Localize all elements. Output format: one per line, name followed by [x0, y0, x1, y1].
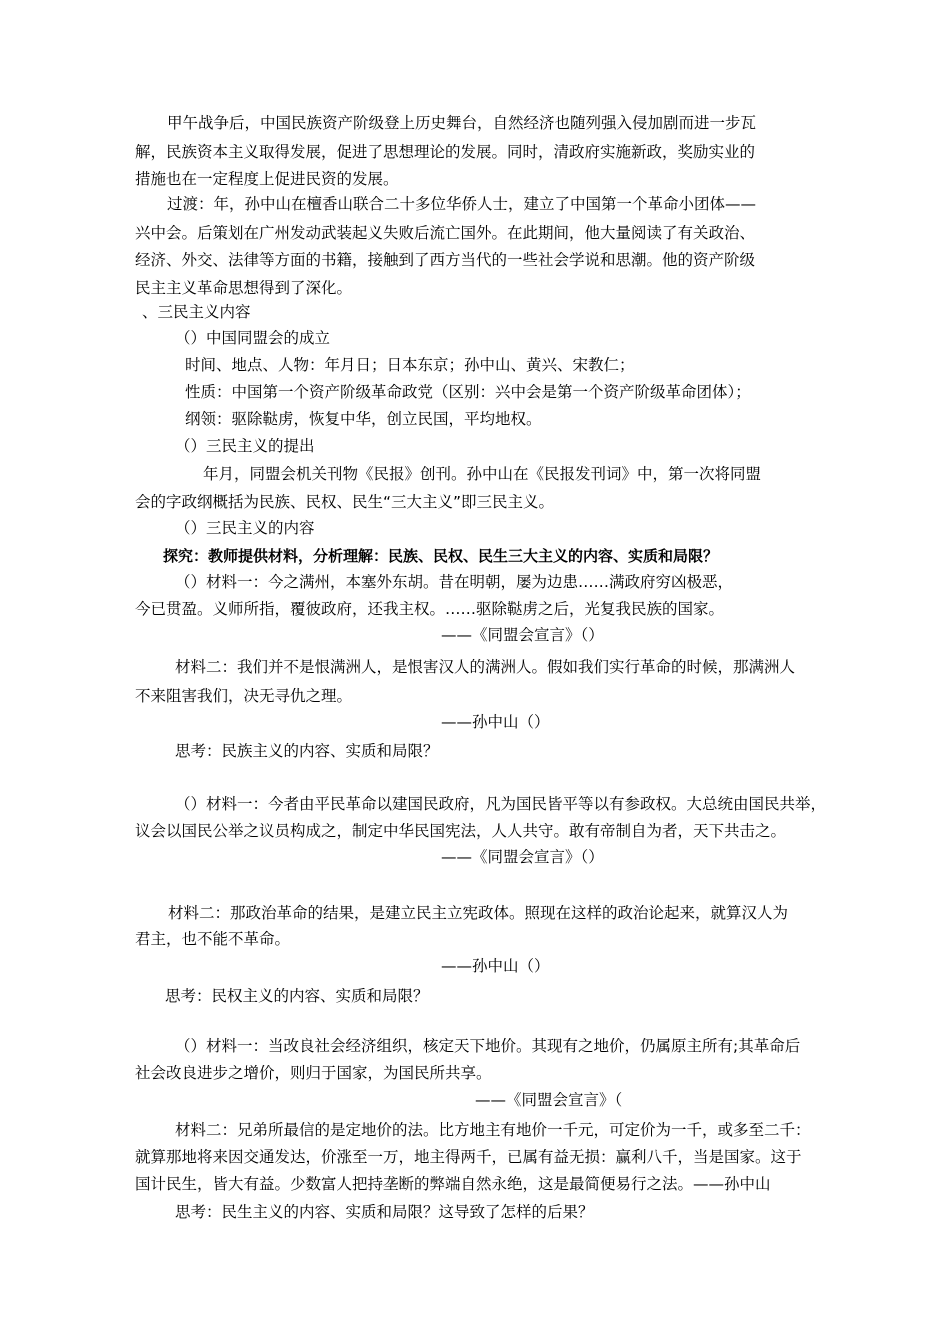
minquan-think: 思考：民权主义的内容、实质和局限？: [165, 987, 429, 1005]
sub2-title: （）三民主义的提出: [175, 437, 315, 455]
intro-line-3: 措施也在一定程度上促进民资的发展。: [135, 170, 399, 188]
minsheng-think: 思考：民生主义的内容、实质和局限？这导致了怎样的后果？: [175, 1203, 594, 1221]
sub3-title: （）三民主义的内容: [175, 519, 315, 537]
minquan-m1-line-2: 议会以国民公举之议员构成之，制定中华民国宪法，人人共守。敢有帝制自为者，天下共击之。: [135, 822, 787, 840]
transition-line-4: 民主主义革命思想得到了深化。: [135, 279, 353, 297]
minquan-m2-line-1: 材料二：那政治革命的结果，是建立民主立宪政体。照现在这样的政治论起来，就算汉人为: [168, 904, 789, 922]
minzu-m2-source: ——孙中山（）: [441, 713, 550, 731]
minzu-think: 思考：民族主义的内容、实质和局限？: [175, 742, 439, 760]
minsheng-m1-line-2: 社会改良进步之增价，则归于国家，为国民所共享。: [135, 1064, 492, 1082]
minzu-m2-line-2: 不来阻害我们，决无寻仇之理。: [135, 687, 353, 705]
minsheng-m2-line-1: 材料二：兄弟所最信的是定地价的法。比方地主有地价一千元，可定价为一千，或多至二千：: [175, 1121, 811, 1139]
minzu-m2-line-1: 材料二：我们并不是恨满洲人，是恨害汉人的满洲人。假如我们实行革命的时候，那满洲人: [175, 658, 796, 676]
sub1-time: 时间、地点、人物：年月日；日本东京；孙中山、黄兴、宋教仁；: [185, 356, 635, 374]
sub1-title: （）中国同盟会的成立: [175, 329, 331, 347]
minquan-m2-line-2: 君主，也不能不革命。: [135, 930, 291, 948]
minquan-m1-source: ——《同盟会宣言》（）: [441, 848, 604, 866]
sub2-line-1: 年月，同盟会机关刊物《民报》创刊。孙中山在《民报发刊词》中，第一次将同盟: [203, 465, 762, 483]
sub1-program: 纲领：驱除鞑虏，恢复中华，创立民国，平均地权。: [185, 410, 542, 428]
minsheng-m1-line-1: （）材料一：当改良社会经济组织，核定天下地价。其现有之地价，仍属原主所有;其革命后: [175, 1037, 801, 1055]
minzu-m1-source: ——《同盟会宣言》（）: [441, 626, 604, 644]
minzu-m1-line-2: 今已贯盈。义师所指，覆彼政府，还我主权。……驱除鞑虏之后，光复我民族的国家。: [135, 600, 725, 618]
transition-line-1: 过渡：年，孙中山在檀香山联合二十多位华侨人士，建立了中国第一个革命小团体——: [167, 195, 757, 213]
minsheng-m2-line-2: 就算那地将来因交通发达，价涨至一万，地主得两千，已属有益无损：赢利八千，当是国家。这于: [135, 1148, 802, 1166]
minquan-m2-source: ——孙中山（）: [441, 957, 550, 975]
explore-prompt: 探究：教师提供材料，分析理解：民族、民权、民生三大主义的内容、实质和局限？: [163, 547, 719, 565]
intro-line-1: 甲午战争后，中国民族资产阶级登上历史舞台，自然经济也随列强入侵加剧而进一步瓦: [167, 114, 757, 132]
section-title: 、三民主义内容: [142, 303, 251, 321]
minzu-m1-line-1: （）材料一：今之满州，本塞外东胡。昔在明朝，屡为边患……满政府穷凶极恶，: [175, 573, 734, 591]
minsheng-m1-source: ——《同盟会宣言》（: [475, 1091, 623, 1109]
sub2-line-2: 会的字政纲概括为民族、民权、民生“三大主义”即三民主义。: [135, 493, 555, 511]
minquan-m1-line-1: （）材料一：今者由平民革命以建国民政府，凡为国民皆平等以有参政权。大总统由国民共举，: [175, 795, 827, 813]
sub1-nature: 性质：中国第一个资产阶级革命政党（区别：兴中会是第一个资产阶级革命团体）；: [185, 383, 751, 401]
intro-line-2: 解，民族资本主义取得发展，促进了思想理论的发展。同时，清政府实施新政，奖励实业的: [135, 143, 756, 161]
transition-line-3: 经济、外交、法律等方面的书籍，接触到了西方当代的一些社会学说和思潮。他的资产阶级: [135, 251, 756, 269]
transition-line-2: 兴中会。后策划在广州发动武装起义失败后流亡国外。在此期间，他大量阅读了有关政治、: [135, 224, 756, 242]
minsheng-m2-line-3: 国计民生，皆大有益。少数富人把持垄断的弊端自然永绝，这是最简便易行之法。——孙中山: [135, 1175, 771, 1193]
